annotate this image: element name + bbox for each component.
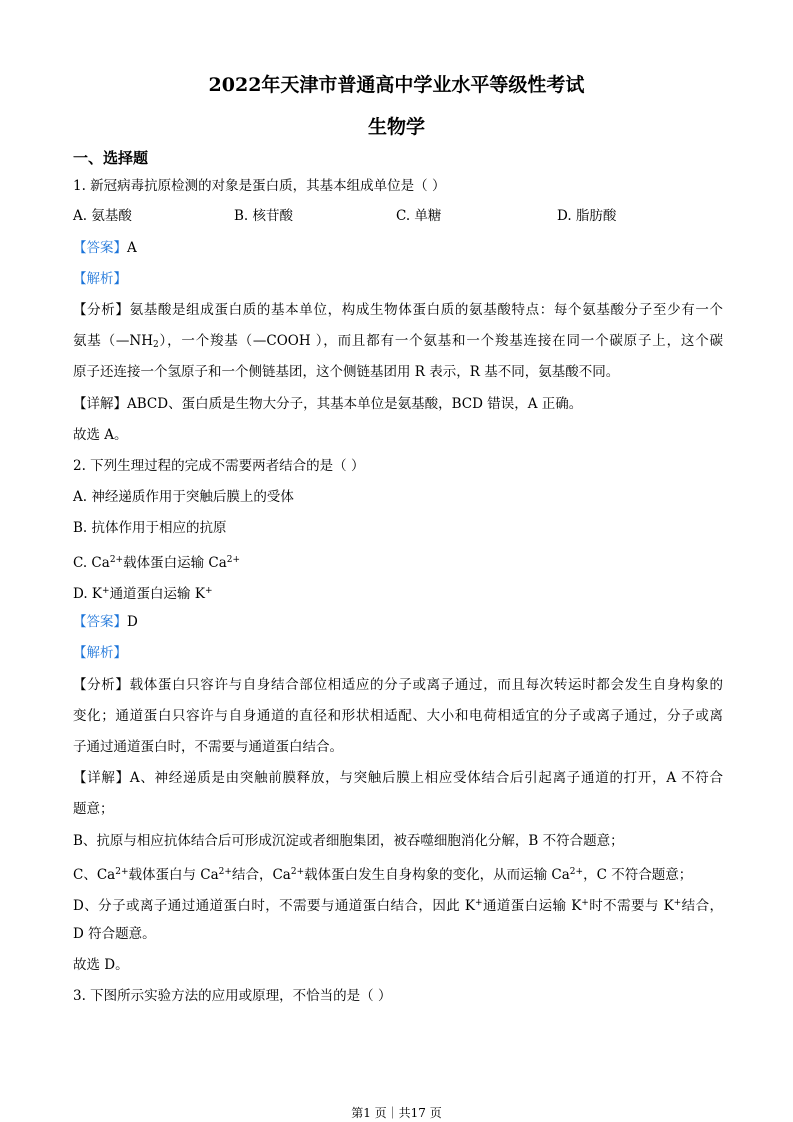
question-1-detail	[73, 394, 723, 414]
question-1-answer	[73, 238, 723, 258]
question-2-detail-d-line-2: D 符合题意。	[73, 926, 156, 942]
fenxi-tag: 【分析】	[73, 677, 130, 693]
fenxi-text: ），一个羧基（—COOH ），而且都有一个氨基和一个羧基连接在同一个碳原子上，这个碳	[158, 333, 723, 349]
answer-value: D	[127, 614, 138, 630]
analysis-tag: 【解析】	[73, 271, 127, 287]
question-1-fenxi-line-3: 原子还连接一个氢原子和一个侧链基团，这个侧链基团用 R 表示，R 基不同，氨基酸不同。	[73, 364, 620, 380]
analysis-tag: 【解析】	[73, 645, 127, 661]
superscript: +	[204, 586, 213, 596]
question-2-detail-a-line-2: 题意；	[73, 801, 114, 817]
question-2-detail-d-line-1	[73, 893, 723, 916]
fenxi-tag: 【分析】	[73, 302, 130, 318]
detail-text: 通道蛋白运输 K	[482, 898, 582, 914]
answer-value: A	[127, 240, 137, 256]
question-1-fenxi-line-2	[73, 331, 723, 355]
exam-subject: 生物学	[367, 116, 425, 138]
page-footer: 第1 页｜共17 页	[351, 1106, 442, 1120]
answer-tag: 【答案】	[73, 614, 127, 630]
section-heading: 一、选择题	[73, 149, 149, 167]
question-2-fenxi-line-1	[73, 675, 723, 695]
question-2-detail-c	[73, 862, 723, 885]
superscript: 2+	[115, 867, 129, 877]
superscript: 2+	[290, 867, 305, 877]
subscript: 2	[153, 340, 159, 350]
superscript: 2+	[569, 867, 584, 877]
question-1-option-c: C. 单糖	[396, 208, 442, 224]
detail-text: 载体蛋白与 Ca	[128, 867, 219, 883]
answer-tag: 【答案】	[73, 240, 127, 256]
question-2-analysis-label	[73, 643, 723, 663]
fenxi-text: 载体蛋白只容许与自身结合部位相适应的分子或离子通过，而且每次转运时都会发生自身构象的	[129, 677, 723, 693]
question-3-stem: 3. 下图所示实验方法的应用或原理，不恰当的是（ ）	[73, 988, 392, 1004]
question-1-option-a: A. 氨基酸	[73, 208, 132, 224]
superscript: +	[474, 898, 483, 908]
question-1-option-d: D. 脂肪酸	[557, 208, 617, 224]
option-text: C. Ca	[73, 555, 110, 571]
question-2-option-a: A. 神经递质作用于突触后膜上的受体	[73, 489, 294, 505]
fenxi-text: 氨基（—NH	[73, 333, 153, 349]
question-1-fenxi-line-1	[73, 300, 723, 320]
superscript: +	[581, 898, 589, 908]
question-2-answer	[73, 612, 723, 632]
question-2-fenxi-line-2: 变化；通道蛋白只容许与自身通道的直径和形状相适配、大小和电荷相适宜的分子或离子通过，分子或离	[73, 708, 723, 724]
detail-tag: 【详解】	[73, 770, 130, 786]
detail-text: C、Ca	[73, 867, 116, 883]
question-1-conclusion: 故选 A。	[73, 427, 128, 443]
option-text: D. K	[73, 586, 103, 602]
superscript: 2+	[226, 555, 241, 565]
question-1-option-b: B. 核苷酸	[234, 208, 294, 224]
option-text: 通道蛋白运输 K	[109, 586, 205, 602]
superscript: 2+	[109, 555, 124, 565]
detail-text: D、分子或离子通过通道蛋白时，不需要与通道蛋白结合，因此 K	[73, 898, 475, 914]
superscript: 2+	[218, 867, 232, 877]
question-2-detail-b: B、抗原与相应抗体结合后可形成沉淀或者细胞集团，被吞噬细胞消化分解，B 不符合题意；	[73, 833, 624, 849]
detail-text: 结合，	[681, 898, 723, 914]
question-2-option-d	[73, 581, 723, 604]
detail-text: A、神经递质是由突触前膜释放，与突触后膜上相应受体结合后引起离子通道的打开，A 不符合	[129, 770, 724, 786]
option-text: 载体蛋白运输 Ca	[123, 555, 227, 571]
detail-tag: 【详解】	[73, 396, 127, 412]
question-2-fenxi-line-3: 子通过通道蛋白时，不需要与通道蛋白结合。	[73, 739, 343, 755]
question-2-stem: 2. 下列生理过程的完成不需要两者结合的是（ ）	[73, 458, 365, 474]
question-2-option-b: B. 抗体作用于相应的抗原	[73, 520, 227, 536]
question-1-stem: 1. 新冠病毒抗原检测的对象是蛋白质，其基本组成单位是（ ）	[73, 178, 446, 194]
question-2-conclusion: 故选 D。	[73, 957, 129, 973]
detail-text: 载体蛋白发生自身构象的变化，从而运输 Ca	[304, 867, 570, 883]
fenxi-text: 氨基酸是组成蛋白质的基本单位，构成生物体蛋白质的氨基酸特点：每个氨基酸分子至少有一个	[129, 302, 723, 318]
question-2-detail-a-line-1	[73, 768, 723, 788]
exam-title: 2022年天津市普通高中学业水平等级性考试	[208, 74, 585, 96]
detail-text: 结合，Ca	[231, 867, 291, 883]
superscript: +	[673, 898, 682, 908]
detail-text: ，C 不符合题意；	[583, 867, 693, 883]
detail-text: 时不需要与 K	[588, 898, 674, 914]
question-2-option-c	[73, 550, 723, 573]
detail-text: ABCD、蛋白质是生物大分子，其基本单位是氨基酸，BCD 错误，A 正确。	[127, 396, 583, 412]
superscript: +	[102, 586, 110, 596]
question-1-analysis-label	[73, 269, 723, 289]
